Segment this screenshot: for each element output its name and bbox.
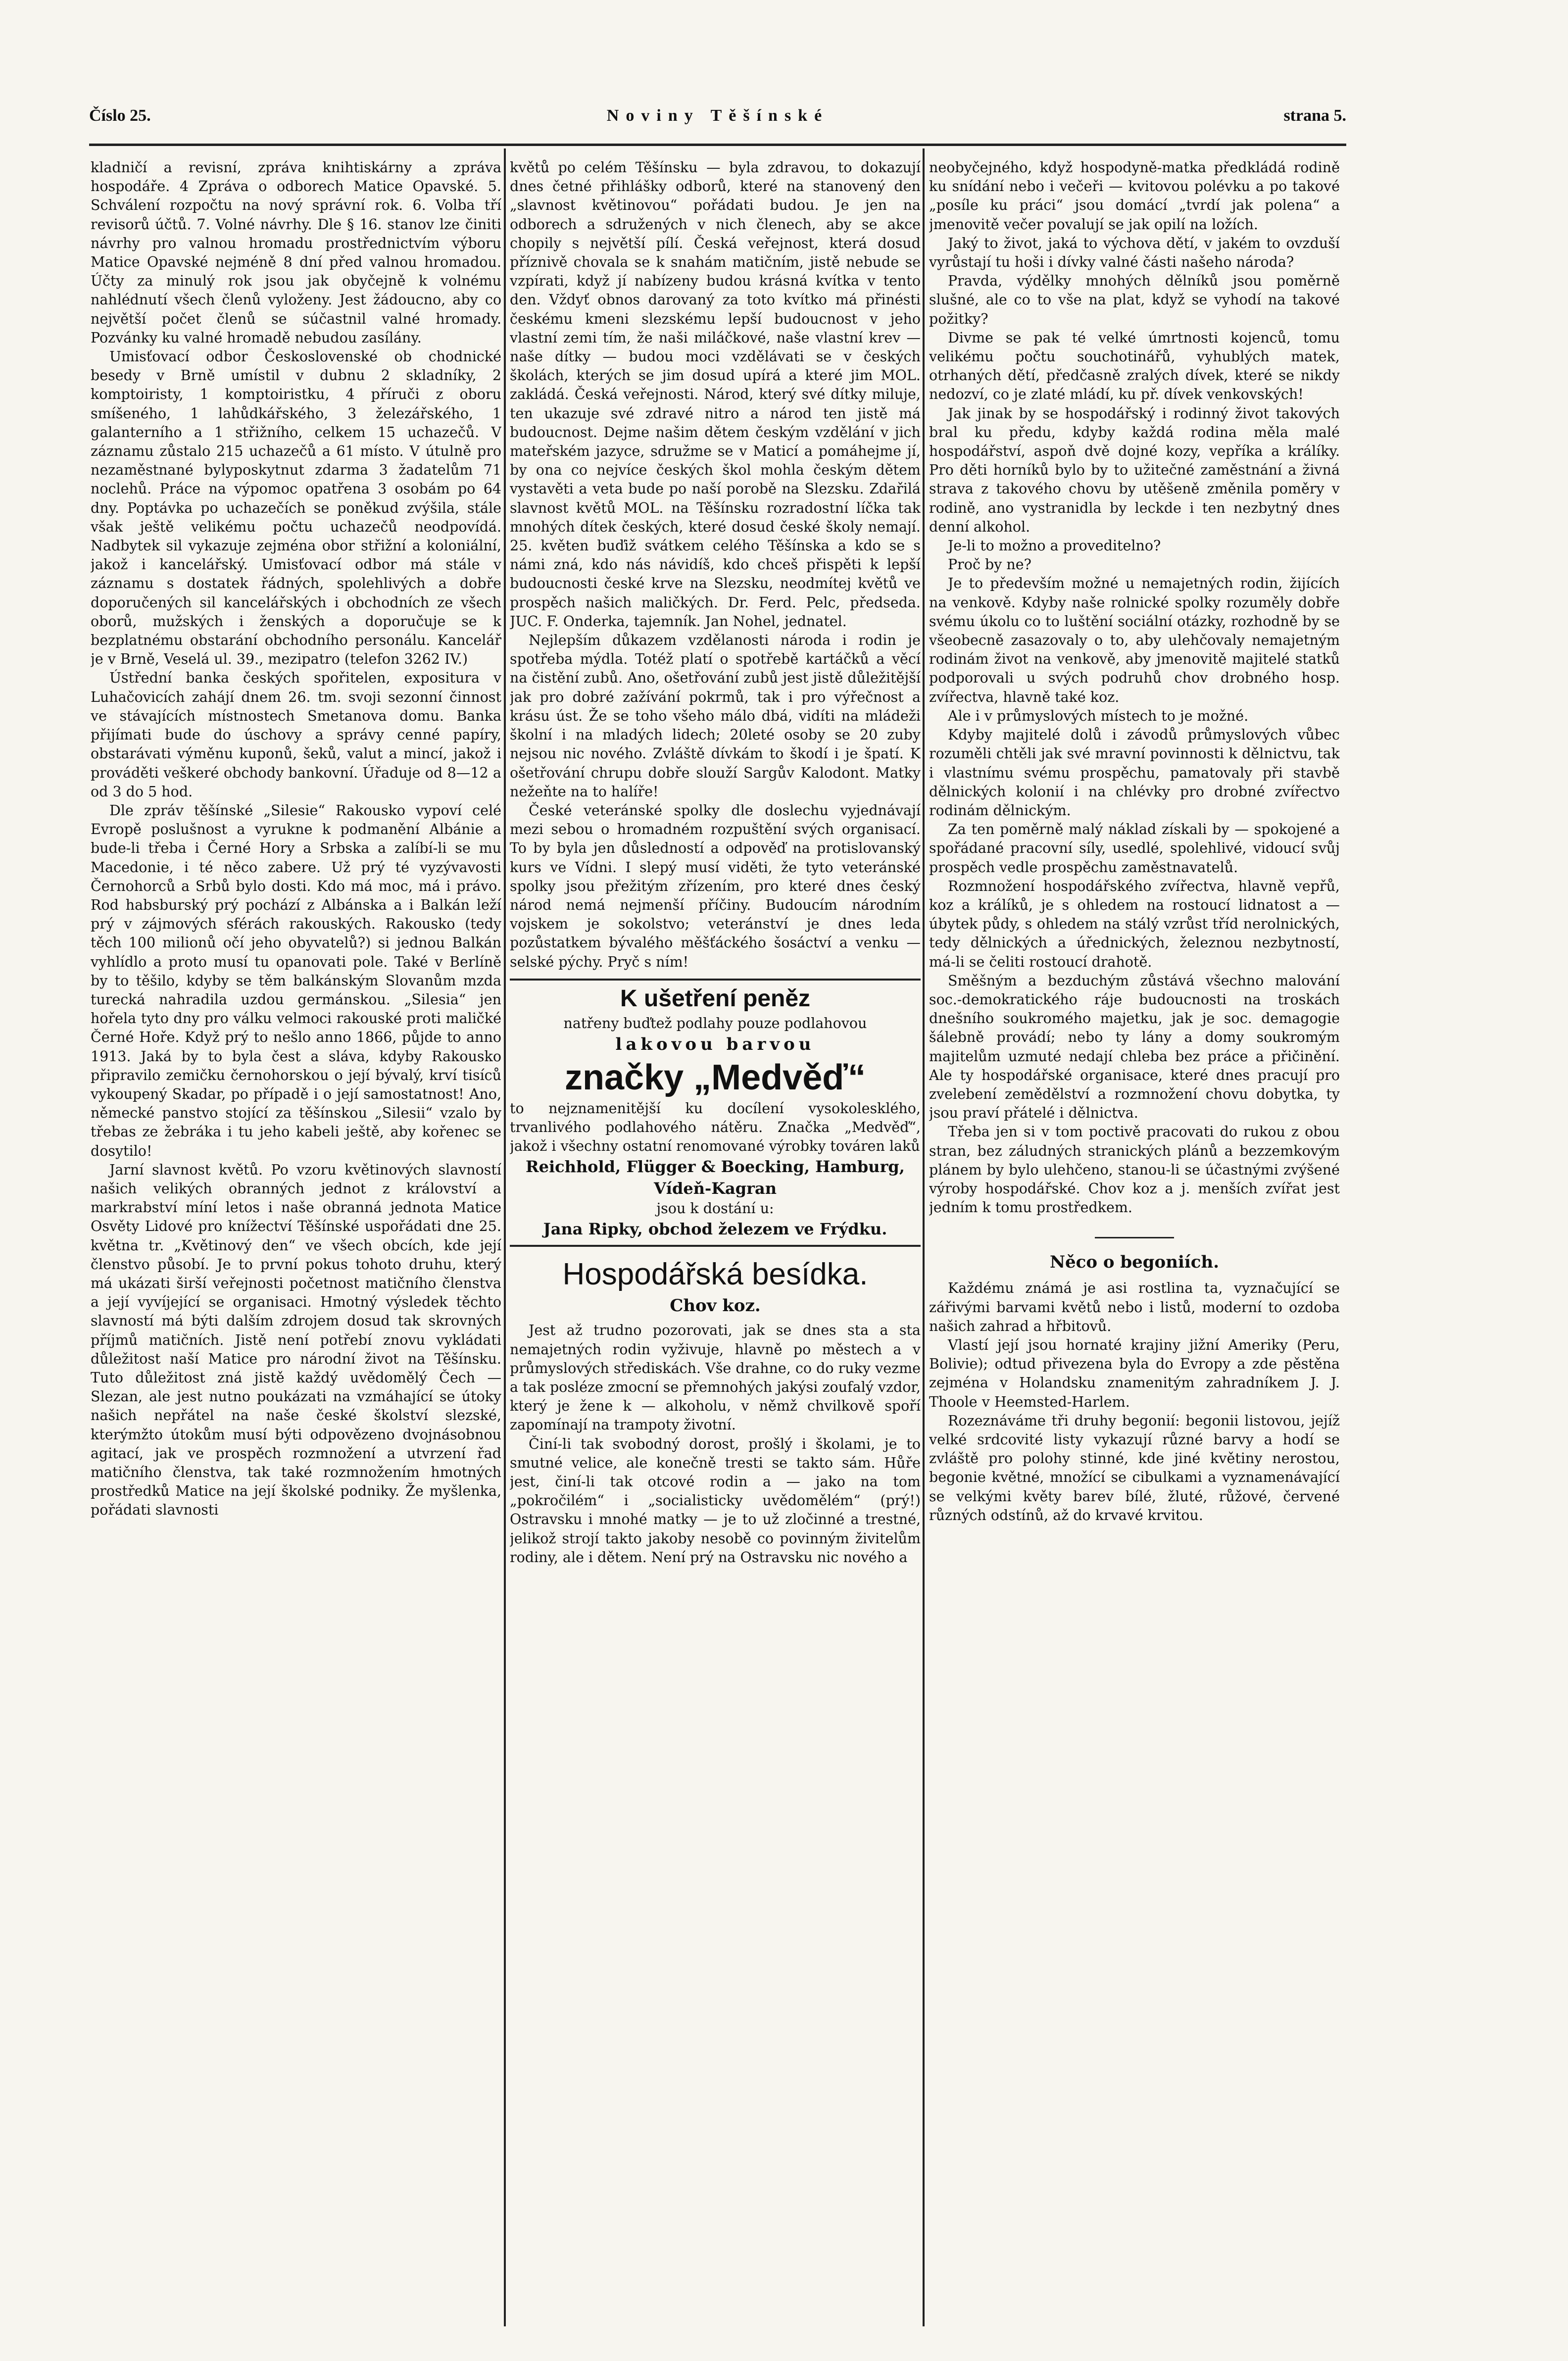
column-3	[929, 158, 1340, 2326]
section-title: Něco o begoniích.	[1049, 1252, 1220, 1273]
paragraph: Dle zpráv těšínské „Silesie“ Rakousko vypoví celé Evropě poslušnost a vyrukne k podmanění Albánie a bude-li třeba i Černé Hory a Srbska a zalíbí-li se mu Macedonie, i té něco zabere. Už prý té vyzývavosti Černohorců a Srbů bylo dosti. Kdo má moc, má i právo. Rod habsburský prý pochází z Albánska a i Balkán leží prý v zájmových sférách rakouských. Rakousko (tedy těch 100 milionů očí jeho obyvatelů?) si jednou Balkán vyhlídlo a proto musí tu opanovati pole. Také v Berlíně by to těšilo, kdyby se těm balkánským Slovanům mzda turecká nahradila uzdou germánskou. „Silesia“ jen hořela tyto dny pro válku velmoci rakouské proti maličké Černé Hoře. Když prý to nešlo anno 1866, půjde to anno 1913. Jaká by to byla čest a sláva, kdyby Rakousko připravilo zemičku černohorskou o její bývalý, krví tisíců vykoupený Skadar, po případě i o její samostatnost! Ano, německé panstvo stojící za těšínskou „Silesii“ vzalo by třebas ze žebráka i tu jeho kabeli ještě, aby kořenec se dosytilo!	[91, 802, 501, 1159]
paragraph: kladničí a revisní, zpráva knihtiskárny a zpráva hospodáře. 4 Zpráva o odborech Matice Opavské. 5. Schválení rozpočtu na nový správní rok. 6. Volba tří revisorů účtů. 7. Volné návrhy. Dle § 16. stanov lze činiti návrhy pro valnou hromadu prostřednictvím výboru Matice Opavské nejméně 8 dní před valnou hromadou. Účty za minulý rok jsou jak obyčejně k volnému nahlédnutí všech členů vyloženy. Jest žádoucno, aby co největší počet členů se súčastnil valné hromady. Pozvánky ku valné hromadě nebudou zasílány.	[91, 159, 501, 346]
paragraph: Třeba jen si v tom poctivě pracovati do rukou z obou stran, bez záludných stranických plánů a bezzemkovým plánem by bylo ulehčeno, stanou-li se účastnými zvýšené výroby hospodářské. Chov koz a j. menších zvířat jest jedním k tomu prostředkem.	[929, 1124, 1340, 1216]
ad-body: to nejznamenitější ku docílení vysokolesklého, trvanlivého podlahového nátěru. Značka „Medvěď“, jakož i všechny ostatní renomované výrobky továren laků	[510, 1100, 921, 1155]
paragraph: Pravda, výdělky mnohých dělníků jsou poměrně slušné, ale co to vše na plat, když se vyhodí na takové požitky?	[929, 273, 1340, 327]
header-rule	[89, 144, 1346, 146]
paragraph: Ale i v průmyslových místech to je možné.	[948, 707, 1249, 724]
paragraph: Nejlepším důkazem vzdělanosti národa i rodin je spotřeba mýdla. Totéž platí o spotřebě kartáčků a věcí na čistění zubů. Ano, ošetřování zubů jest jistě důležitější jak pro dobré zažívání pokrmů, tak i pro výřečnost a krásu úst. Že se toho všeho málo dbá, vidíti na mládeži školní i na mladých lidech; 20leté osoby se 20 zuby nejsou nic nového. Zvláště dívkám to škodí i je špatí. K ošetřování chrupu dobře slouží Sargův Kalodont. Matky nežeňte na to halíře!	[510, 632, 921, 800]
paragraph: Divme se pak té velké úmrtnosti kojenců, tomu velikému počtu souchotinářů, vyhublých matek, otrhaných dětí, předčasně zralých dívek, které se nikdy nedozví, co je zlaté mládí, ku př. dívek venkovských!	[929, 329, 1340, 403]
paragraph: Činí-li tak svobodný dorost, prošlý i školami, je to smutné velice, ale konečně tresti se takto sám. Hůře jest, činí-li tak otcové rodin a — jako na tom „pokročilém“ i „socialisticky uvědomělém“ (prý!) Ostravsku i mnohé matky — je to už zločinné a trestné, jelikož strojí takto jakoby nesobě co povinným živitelům rodiny, ale i dětem. Není prý na Ostravsku nic nového a	[510, 1435, 921, 1566]
paragraph: Směšným a bezduchým zůstává všechno malování soc.-demokratického ráje budoucnosti na troskách dnešního soukromého majetku, jak je soc. demagogie šálebně provádí; nebo ty lány a domy soukromým majitelům uzmuté nedají chleba bez práce a přičinění. Ale ty hospodářské organisace, které dnes pracují pro zvelebení zemědělství a rozmnožení chovu dobytka, ty jsou praví přátelé i dělnictva.	[929, 972, 1340, 1122]
paragraph: Ústřední banka českých spořitelen, expositura v Luhačovicích zahájí dnem 26. tm. svoji sezonní činnost ve stávajících místnostech Smetanova domu. Banka přijímati bude do úschovy a správy cenné papíry, obstarávati výměnu kuponů, šeků, valut a mincí, jakož i prováděti veškeré obchody bankovní. Úřaduje od 8—12 a od 3 do 5 hod.	[91, 670, 501, 800]
column-divider	[504, 148, 506, 2326]
paragraph: Každému známá je asi rostlina ta, vyznačující se zářivými barvami květů nebo i listů, moderní to ozdoba našich zahrad a hřbitovů.	[929, 1280, 1340, 1334]
section-subtitle: Chov koz.	[670, 1296, 761, 1316]
newspaper-title: Noviny Těšínské	[606, 106, 829, 125]
ad-maker: Reichhold, Flügger & Boecking, Hamburg, Vídeň-Kagran	[526, 1157, 905, 1198]
paragraph: neobyčejného, když hospodyně-matka předkládá rodině ku snídání nebo i večeři — kvitovou polévku a po takové „posíle ku práci“ jsou domácí „tvrdí jak polena“ a jmenovitě večer povalují se jak opilí na ložích.	[929, 159, 1340, 233]
page-header	[89, 106, 1346, 131]
advertisement	[510, 979, 921, 1247]
paragraph: Kdyby majitelé dolů i závodů průmyslových vůbec rozuměli chtěli jak své mravní povinnosti k dělnictvu, tak i vlastnímu svému prospěchu, pamatovaly při stavbě dělnických kolonií i na chlévky pro drobné zvířectvo rodinám dělnickým.	[929, 727, 1340, 819]
paragraph: Umisťovací odbor Československé ob chodnické besedy v Brně umístil v dubnu 2 skladníky, 2 komptoiristy, 1 komptoiristku, 4 příruči z oboru smíšeného, 1 lahůdkářského, 3 železářského, 1 galanterního a 1 střižního, celkem 15 uchazečů. V záznamu zůstalo 215 uchazečů a 61 místo. V útulně pro nezaměstnané bylyposkytnut zdarma 3 žadatelům 71 noclehů. Práce na výpomoc opatřena 3 osobám po 64 dny. Poptávka po uchazečích se poněkud zvýšila, stále však ještě velikému počtu uchazečů neodpovídá. Nadbytek sil vykazuje zejména obor střižní a koloniální, jakož i kancelářský. Umisťovací odbor má stále v záznamu s dostatek řádných, spolehlivých a dobře doporučených sil kancelářských i obchodních ze všech oborů, mužských i ženských a doporučuje se k bezplatnému obstarání obchodního personálu. Kancelář je v Brně, Veselá ul. 39., mezipatro (telefon 3262 IV.)	[91, 348, 501, 668]
ad-line: natřeny buďtež podlahy pouze podlahovou	[563, 1015, 867, 1032]
paragraph: Rozeznáváme tři druhy begonií: begonii listovou, jejíž velké srdcovité listy vykazují různé barvy a hodí se zvláště pro polohy stinné, kde jiné květiny nerostou, begonie květné, množící se cibulkami a vyznamenávající se velkými květy barev bílé, žluté, růžové, červené různých odstínů, až do krvavé krvitou.	[929, 1412, 1340, 1524]
issue-number: Číslo 25.	[89, 106, 151, 125]
ad-dealer-intro: jsou k dostání u:	[656, 1200, 774, 1217]
paragraph: Proč by ne?	[948, 556, 1031, 573]
ad-line: lakovou barvou	[615, 1034, 815, 1054]
ad-title: K ušetření peněz	[620, 985, 811, 1012]
section-title: Hospodářská besídka.	[562, 1257, 868, 1292]
paragraph: České veteránské spolky dle doslechu vyjednávají mezi sebou o hromadném rozpuštění svých organisací. To by byla jen důsledností a odpověď na protislovanský kurs ve Vídni. I slepý musí viděti, že tyto veteránské spolky jsou přežitým zřízením, pro které dnes český národ nemá nejmenší příčiny. Budoucím národním vojskem je sokolstvo; veteránství je dnes leda pozůstatkem bývalého měšťáckého šosáctví a venku — selské pýchy. Pryč s ním!	[510, 802, 921, 970]
paragraph: Jak jinak by se hospodářský i rodinný život takových bral ku předu, kdyby každá rodina měla malé hospodářství, aspoň dvě dojné kozy, vepříka a králíky. Pro děti horníků bylo by to užitečné zaměstnání a živná strava z takového chovu by utěšeně změnila poměry v rodině, ano vystranidla by leckde i ten nezbytný dnes denní alkohol.	[929, 405, 1340, 535]
column-2	[510, 158, 921, 2326]
ad-dealer: Jana Ripky, obchod železem ve Frýdku.	[543, 1220, 887, 1239]
paragraph: Rozmnožení hospodářského zvířectva, hlavně vepřů, koz a králíků, je s ohledem na rostoucí lidnatost a — úbytek půdy, s ohledem na stálý vzrůst tříd nerolnických, tedy dělnických a úřednických, železnou nezbytností, má-li se čeliti rostoucí drahotě.	[929, 878, 1340, 970]
paragraph: Jest až trudno pozorovati, jak se dnes sta a sta nemajetných rodin vyživuje, hlavně po městech a v průmyslových střediskách. Vše drahne, co do ruky vezme a tak posléze zmocní se přemnohých jakýsi zoufalý vzdor, který je žene k — alkoholu, v němž chvilkově spoří zapomínají na trampoty životní.	[510, 1322, 921, 1433]
paragraph: květů po celém Těšínsku — byla zdravou, to dokazují dnes četné přihlášky odborů, které na stanovený den „slavnost květinovou“ pořádati budou. Je jen na odborech a sdružených v nich členech, aby se akce chopily s největší pílí. Česká veřejnost, která dosud příznivě chovala se k snahám matičním, jistě nebude se vzpírati, když jí nabízeny budou krásná kvítka v tento den. Vždyť obnos darovaný za toto kvítko má přinésti českému kmeni slezskému lepší budoucnost v jeho vlastní zemi tím, že naši miláčkové, naše vlastní krev — naše dítky — budou moci vzdělávati se v českých školách, kterých se jim dosud upírá a které jim MOL. zakládá. Česká veřejnosti. Národ, který své dítky miluje, ten ukazuje své zdravé nitro a národ ten jistě má budoucnost. Dejme našim dětem českým vzdělání v jich mateřském jazyce, sdružme se v Maticí a pomáhejme jí, by ona co nejvíce českých škol mohla českým dětem vystavěti a veta bude po naší porobě na Slezsku. Zdařilá slavnost květů MOL. na Těšínsku rozradostní líčka tak mnohých dítek českých, které dosud české školy nemají. 25. květen buďiž svátkem celého Těšínska a kdo se s námi zná, kdo nás návidíš, kdo chceš přispěti k lepší budoucnosti české krve na Slezsku, neodmítej květů ve prospěch našich maličkých. Dr. Ferd. Pelc, předseda. JUC. F. Onderka, tajemník. Jan Nohel, jednatel.	[510, 159, 921, 630]
column-1	[91, 158, 501, 2326]
paragraph: Vlastí její jsou hornaté krajiny jižní Ameriky (Peru, Bolivie); odtud přivezena byla do Evropy a zde pěstěna zejména v Holandsku znamenitým zahradníkem J. J. Thoole v Heemsted-Harlem.	[929, 1336, 1340, 1410]
column-divider	[923, 148, 925, 2326]
paragraph: Je to především možné u nemajetných rodin, žijících na venkově. Kdyby naše rolnické spolky rozuměly dobře svému úkolu co to luštění sociální otázky, rozhodně by se všeobecně zasazovaly o to, aby ulehčovaly nemajetným rodinám život na venkově, aby jmenovitě majitelé statků podporovali u svých podruhů chov drobného hosp. zvířectva, hlavně také koz.	[929, 575, 1340, 705]
section-divider	[1095, 1237, 1174, 1238]
page-number: strana 5.	[1283, 106, 1346, 125]
paragraph: Za ten poměrně malý náklad získali by — spokojené a spořádané pracovní síly, usedlé, spolehlivé, vidoucí svůj prospěch vedle prospěchu zaměstnavatelů.	[929, 821, 1340, 876]
paragraph: Jaký to život, jaká to výchova dětí, v jakém to ovzduší vyrůstají tu hoši i dívky valné části našeho národa?	[929, 235, 1340, 271]
ad-brand: značky „Medvěď“	[565, 1057, 866, 1097]
paragraph: Je-li to možno a proveditelno?	[948, 538, 1161, 554]
paragraph: Jarní slavnost květů. Po vzoru květinových slavností našich velikých obranných jednot z království a markrabství míní letos i naše obranná jednota Matice Osvěty Lidové pro knížectví Těšínské uspořádati dne 25. května tr. „Květinový den“ ve všech obcích, kde její členstvo působí. Je to první pokus tohoto druhu, který má ukázati širší veřejnosti početnost matičního členstva a její vyvíjející se organisaci. Hmotný výsledek těchto slavností má býti dalším zdrojem dosud tak skrovných příjmů matičních. Jistě není potřebí znovu vykládati důležitost naší Matice pro národní život na Těšínsku. Tuto důležitost zná jistě každý uvědomělý Čech — Slezan, ale jest nutno poukázati na vzmáhající se útoky našich nepřátel na naše české školství slezské, kterýmžto útokům musí býti odpovězeno dvojnásobnou agitací, jak ve prospěch rozmnožení a utvrzení řad matičního členstva, tak také rozmnožením hmotných prostředků Matice na její školské podniky. Že myšlenka, pořádati slavnosti	[91, 1161, 501, 1519]
